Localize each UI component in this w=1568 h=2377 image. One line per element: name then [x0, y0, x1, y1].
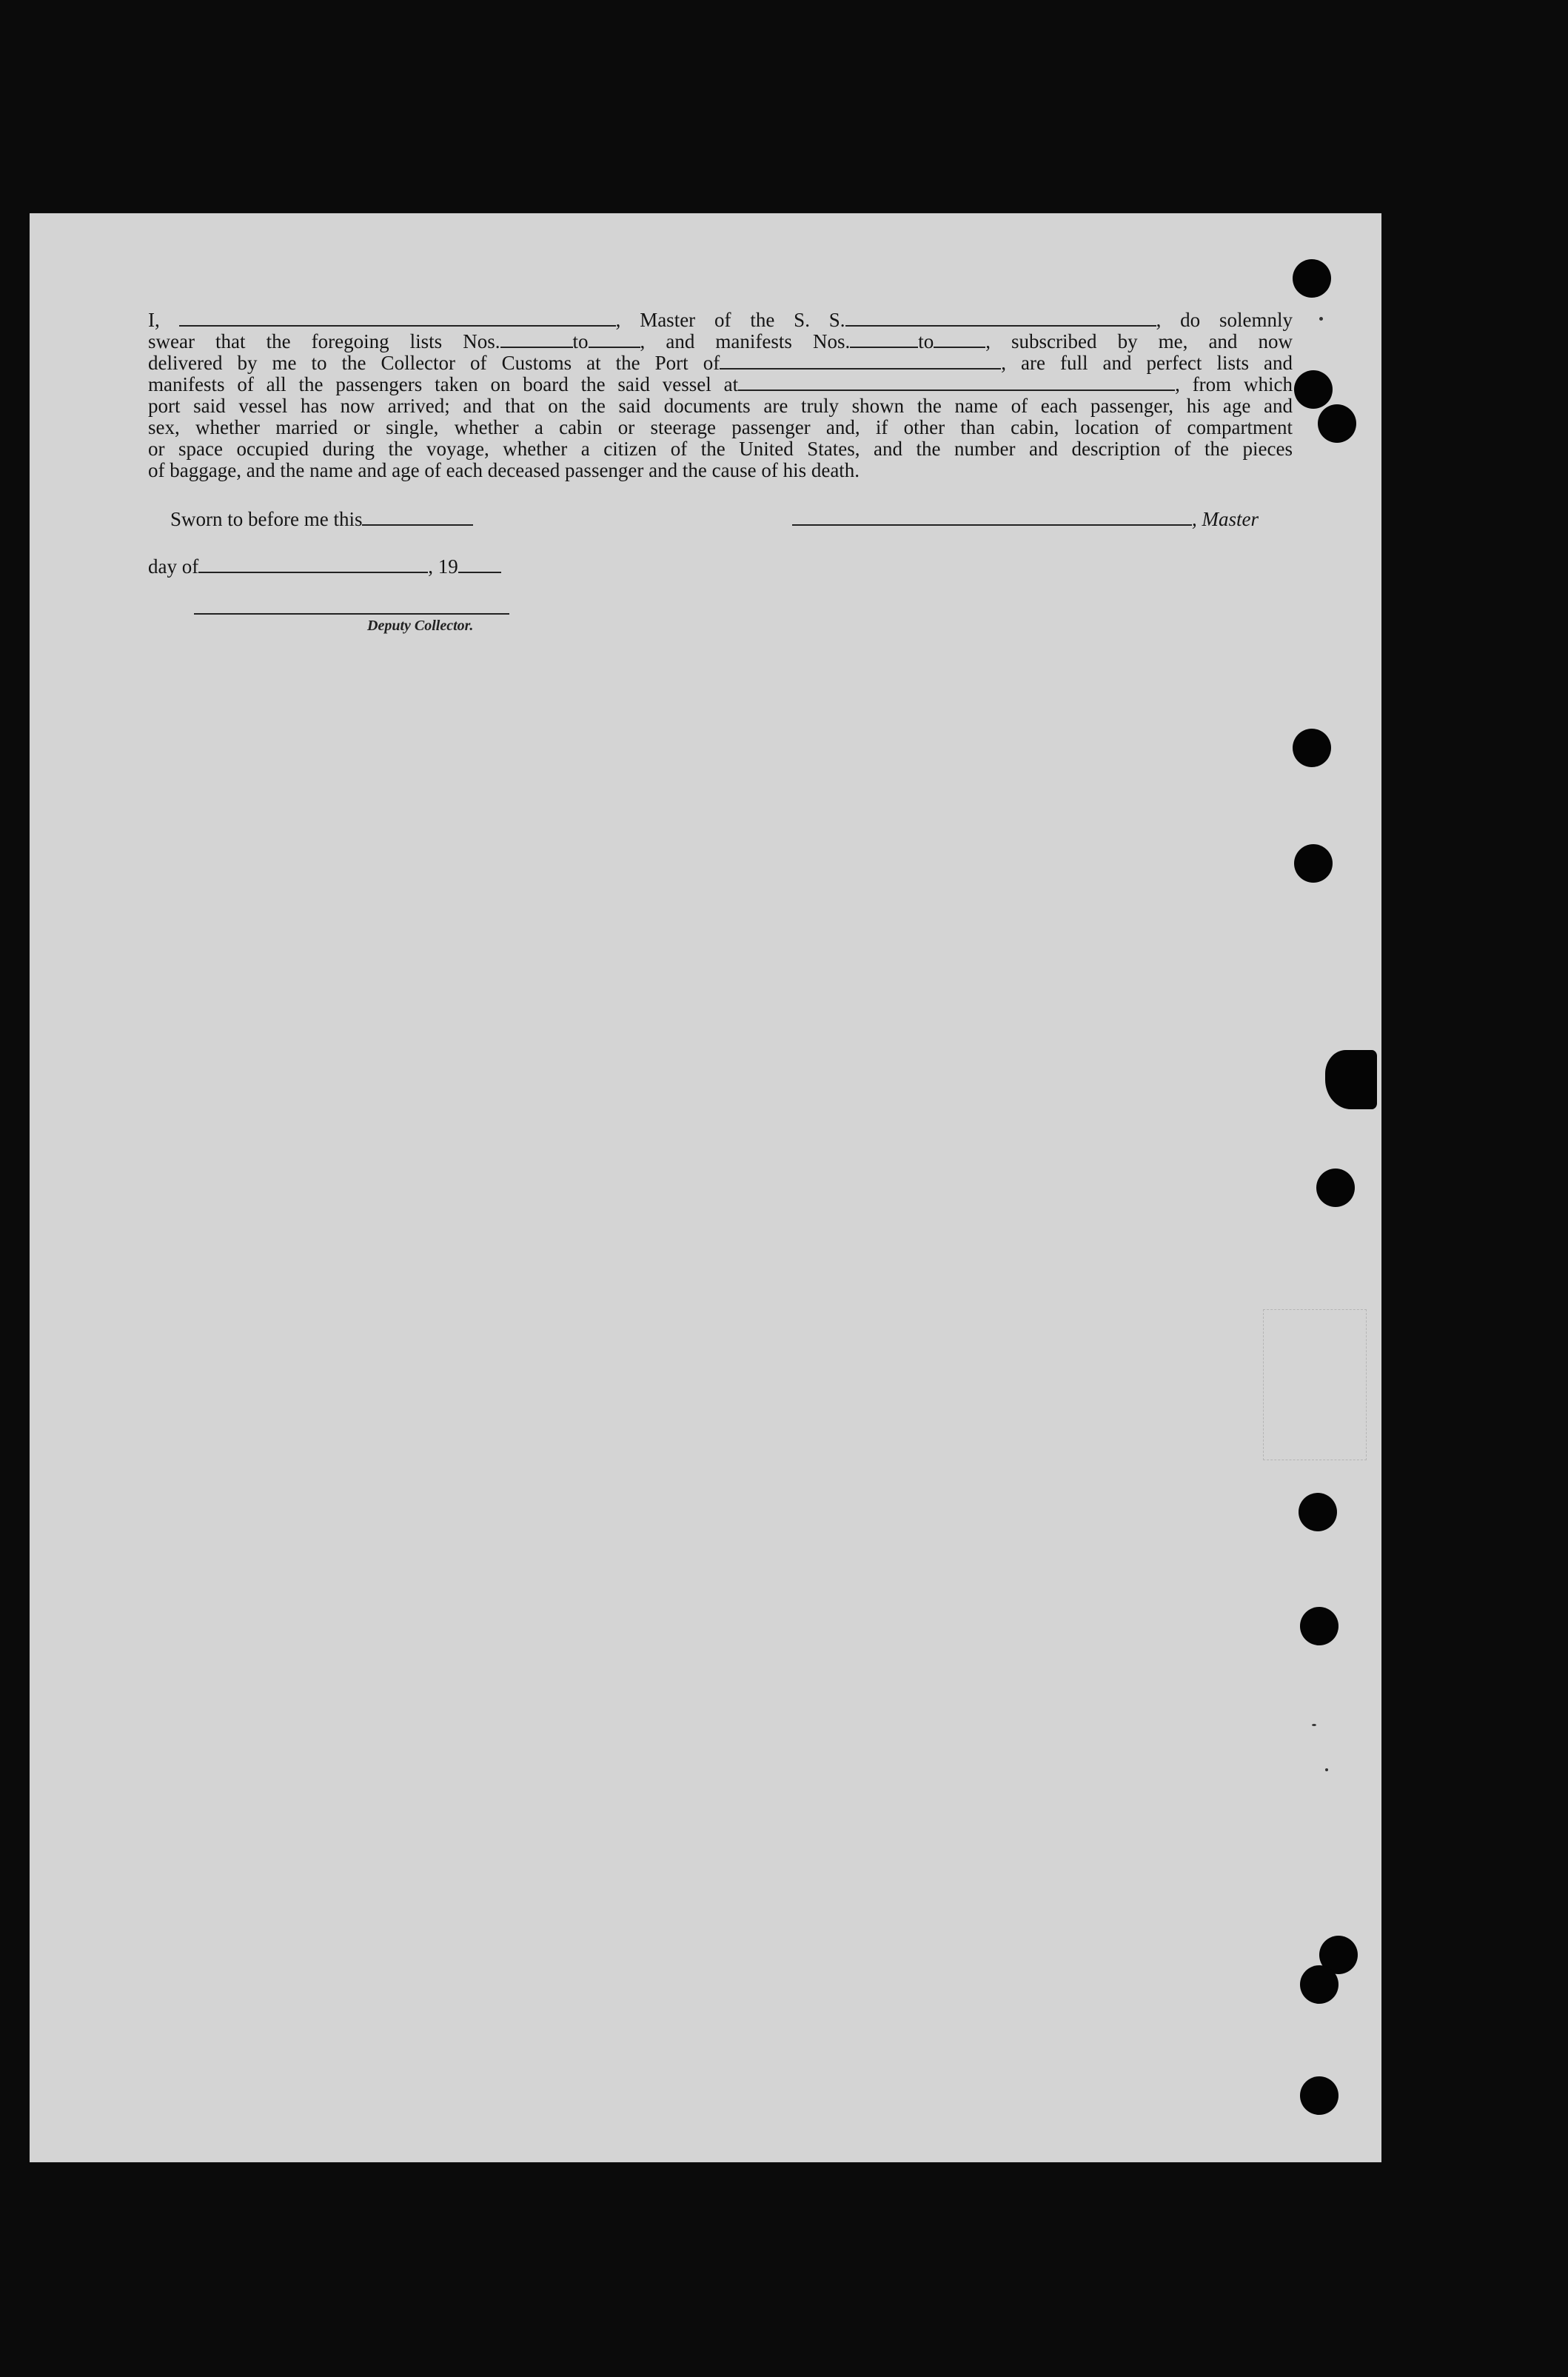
master-signature-line [792, 508, 1259, 531]
oath-line-8: of baggage, and the name and age of each deceased passenger and the cause of his death. [148, 459, 860, 481]
oath-text: manifests of all the passengers taken on board the said vessel at [148, 373, 739, 395]
oath-line-5: port said vessel has now arrived; and that on the said documents are truly shown the name of each passenger, his age and [148, 395, 1293, 417]
oath-paragraph [148, 310, 1293, 481]
oath-line-6: sex, whether married or single, whether a cabin or steerage passenger and, if other than cabin, location of compartment [148, 416, 1293, 438]
oath-text: swear that the foregoing lists Nos. [148, 330, 500, 352]
oath-text: to [572, 330, 589, 352]
oath-line-1 [148, 310, 1293, 331]
punch-hole [1300, 2076, 1339, 2115]
oath-text: , from which [1175, 373, 1293, 395]
punch-hole [1293, 259, 1331, 298]
master-label: , Master [1192, 508, 1259, 530]
punch-hole [1294, 844, 1333, 883]
master-signature-blank[interactable] [792, 511, 1192, 526]
manifests-from-blank[interactable] [850, 333, 918, 348]
day-label: day of [148, 555, 199, 578]
punch-hole [1294, 370, 1333, 409]
day-blank[interactable] [198, 558, 428, 573]
oath-text: , Master of the S. S. [615, 309, 845, 331]
oath-line-4 [148, 374, 1293, 395]
oath-line-7: or space occupied during the voyage, whether a citizen of the United States, and the number and description of the pieces [148, 438, 1293, 460]
deputy-collector-label: Deputy Collector. [367, 618, 474, 634]
master-name-blank[interactable] [179, 312, 616, 327]
oath-line-2 [148, 331, 1293, 352]
lists-to-blank[interactable] [589, 333, 640, 348]
punch-hole [1293, 729, 1331, 767]
port-blank[interactable] [720, 355, 1001, 370]
deputy-signature-blank[interactable] [194, 613, 509, 615]
oath-text: I, [148, 309, 179, 331]
day-line [148, 555, 501, 578]
manifests-to-blank[interactable] [934, 333, 985, 348]
oath-text: delivered by me to the Collector of Customs at the Port of [148, 352, 720, 374]
punch-hole [1300, 1607, 1339, 1645]
year-label: , 19 [428, 555, 458, 578]
form-page [30, 213, 1381, 2162]
torn-notch [1325, 1050, 1377, 1109]
punch-hole [1316, 1169, 1355, 1207]
embarkation-port-blank[interactable] [738, 376, 1175, 391]
oath-text: , and manifests Nos. [640, 330, 851, 352]
punch-hole [1318, 404, 1356, 443]
sworn-line [170, 508, 473, 531]
punch-hole [1300, 1965, 1339, 2004]
year-blank[interactable] [458, 558, 501, 573]
faint-stamp [1263, 1309, 1367, 1460]
sworn-label: Sworn to before me this [170, 508, 363, 530]
sworn-date-blank[interactable] [362, 511, 473, 526]
oath-text: , do solemnly [1156, 309, 1293, 331]
speck [1325, 1768, 1328, 1771]
lists-from-blank[interactable] [500, 333, 573, 348]
oath-line-3 [148, 352, 1293, 374]
oath-text: , subscribed by me, and now [985, 330, 1293, 352]
punch-hole [1299, 1493, 1337, 1531]
speck [1312, 1724, 1316, 1726]
oath-text: , are full and perfect lists and [1001, 352, 1293, 374]
oath-text: to [918, 330, 934, 352]
vessel-name-blank[interactable] [845, 312, 1156, 327]
speck [1319, 317, 1323, 321]
